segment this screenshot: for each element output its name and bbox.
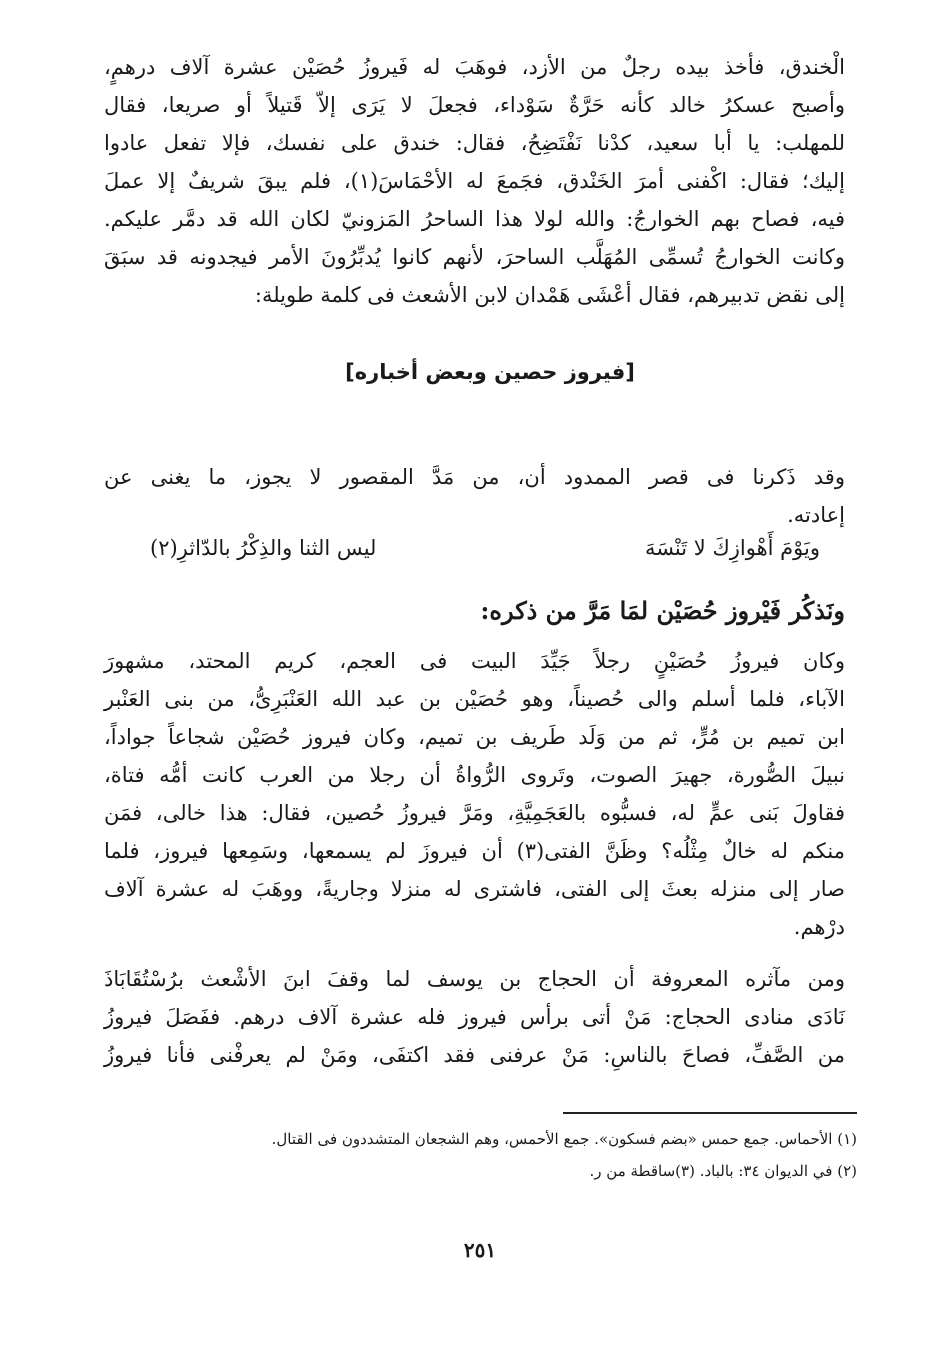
- section-heading: ونَذكُر فَيْروز حُصَيْن لمَا مَرَّ من ذكره:: [480, 596, 845, 625]
- text-line: منكم له خالٌ مِثْلُه؟ وظَنَّ الفتى(٣) أن فيروزَ لم يسمعها، وسَمِعها فيروز، فلما: [104, 839, 845, 863]
- footnote-divider: [563, 1112, 857, 1114]
- paragraph-1: [104, 48, 845, 314]
- text-line: إلى نقض تدبيرهم، فقال أعْشَى هَمْدان لابن الأشعث فى كلمة طويلة:: [254, 283, 845, 307]
- verse-hemistich-second: ليس الثنا والذِكْرُ بالدّاثرِ(٢): [150, 536, 377, 560]
- text-line: درْهم.: [793, 915, 845, 939]
- text-line: نبيلَ الصُّورة، جهيرَ الصوت، وتَروى الرُّواةُ أن رجلا من العرب كانت أمُّه فتاة،: [104, 763, 845, 787]
- text-line: إعادته.: [787, 503, 845, 527]
- footnote-2-3: (٢) في الديوان ٣٤: بالباد. (٣)ساقطة من ر.: [589, 1162, 857, 1180]
- paragraph-4: [104, 960, 845, 1074]
- text-line: وأصبح عسكرُ خالد كأنه حَرَّةٌ سَوْداء، فجعلَ لا يَرَى إلاّ قَتيلاً أو صريعا، فقال: [104, 93, 845, 117]
- text-line: ابن تميم بن مُرٍّ، ثم من وَلَد طَريف بن تميم، وكان فيروز حُصَيْن شجاعاً جواداً،: [104, 725, 845, 749]
- text-line: وكانت الخوارجُ تُسمِّى المُهَلَّب الساحرَ، لأنهم كانوا يُدبِّرُونَ الأمر فيجدونه قد سبَقَ: [104, 245, 845, 269]
- paragraph-2: [104, 458, 845, 534]
- text-line: وكان فيروزُ حُصَيْنٍ رجلاً جَيِّدَ البيت فى العجم، كريم المحتد، مشهورَ: [104, 649, 845, 673]
- text-line: الْخندق، فأخذ بيده رجلٌ من الأزد، فوهَبَ له فَيروزُ حُصَيْن عشرة آلاف درهمٍ،: [104, 55, 845, 79]
- text-line: للمهلب: يا أبا سعيد، كدْنا نَفْتَضِحُ، فقال: خندق على نفسك، فإلا تفعل عادوا: [104, 131, 845, 155]
- page-number: ٢٥١: [463, 1238, 497, 1262]
- section-heading-bracketed: [فيروز حصين وبعض أخباره]: [345, 360, 635, 384]
- text-line: نَادَى منادى الحجاج: مَنْ أتى برأس فيروز فله عشرة آلاف درهم. ففَصَلَ فيروزُ: [104, 1005, 845, 1029]
- text-line: ومن مآثره المعروفة أن الحجاج بن يوسف لما وقفَ ابنَ الأشْعث برُسْتُقَابَاذَ: [104, 967, 845, 991]
- paragraph-3: [104, 642, 845, 946]
- text-line: من الصَّفِّ، فصاحَ بالناسِ: مَنْ عرفنى فقد اكتفَى، ومَنْ لم يعرفْنى فأنا فيروزُ: [104, 1043, 845, 1067]
- footnote-1: (١) الأحماس. جمع حمس «بضم فسكون». جمع الأحمس، وهم الشجعان المتشددون فى القتال.: [271, 1130, 857, 1148]
- text-line: فيه، فصاح بهم الخوارجُ: والله لولا هذا الساحرُ المَزونيّ لكان الله قد دمَّر عليكم.: [104, 207, 845, 231]
- text-line: إليك؛ فقال: اكْفنى أمرَ الخَنْدق، فجَمعَ له الأحْمَاسَ(١)، فلم يبقَ شريفٌ إلا عملَ: [104, 169, 845, 193]
- text-line: فقاولَ بَنى عمٍّ له، فسبُّوه بالعَجَمِيَّةِ، ومَرَّ فيروزُ حُصين، فقال: هذا خالى، فمَن: [104, 801, 845, 825]
- verse-hemistich-first: ويَوْمَ أَهْوازِكَ لا تَنْسَهَ: [644, 536, 820, 560]
- text-line: الآباء، فلما أسلم والى حُصيناً، وهو حُصَيْن بن عبد الله العَنْبَرِىُّ، من بنى العَنْبر: [104, 687, 845, 711]
- text-line: صار إلى منزله بعثَ إلى الفتى، فاشترى له منزلا وجاريةً، ووهَبَ له عشرة آلاف: [104, 877, 845, 901]
- text-line: وقد ذَكرنا فى قصر الممدود أن، من مَدَّ المقصور لا يجوز، ما يغنى عن: [104, 465, 845, 489]
